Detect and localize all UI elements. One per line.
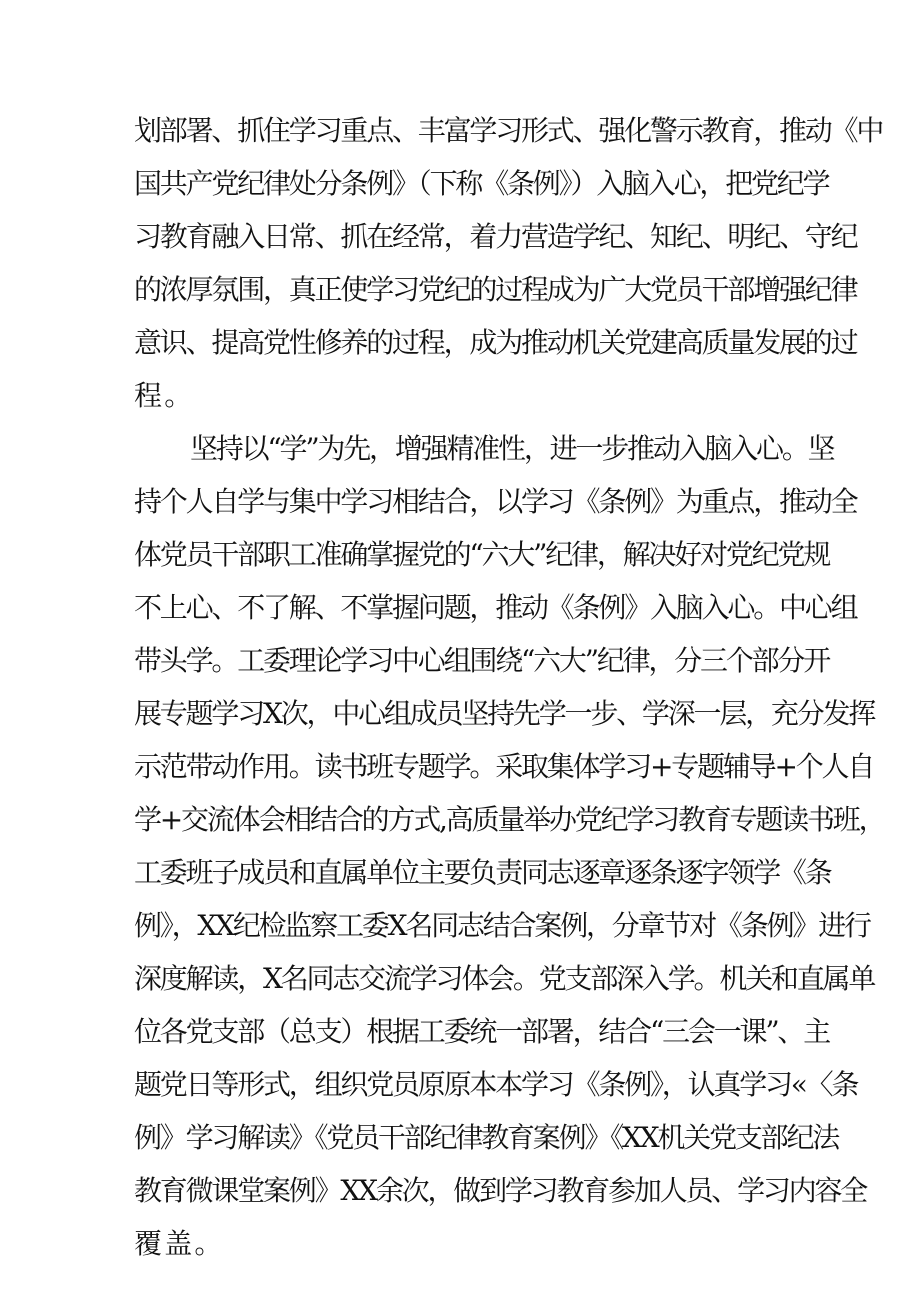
text-line: 示范带动作用。读书班专题学。采取集体学习+专题辅导+个人自 bbox=[134, 750, 874, 783]
text-line: 不上心、不了解、不掌握问题，推动《条例》入脑入心。中心组 bbox=[134, 591, 857, 624]
text-line: 题党日等形式，组织党员原原本本学习《条例》，认真学习«〈条 bbox=[134, 1068, 858, 1101]
text-line: 的浓厚氛围，真正使学习党纪的过程成为广大党员干部增强纪律 bbox=[134, 273, 857, 306]
paragraph-first-line: 坚持以“学”为先，增强精准性，进一步推动入脑入心。坚 bbox=[190, 432, 834, 465]
text-line: 程。 bbox=[134, 379, 195, 412]
text-line: 例》学习解读》《党员干部纪律教育案例》《XX机关党支部纪法 bbox=[134, 1121, 839, 1154]
text-line: 国共产党纪律处分条例》（下称《条例》）入脑入心，把党纪学 bbox=[134, 167, 829, 200]
text-line: 划部署、抓住学习重点、丰富学习形式、强化警示教育，推动《中 bbox=[134, 114, 883, 147]
text-line: 习教育融入日常、抓在经常，着力营造学纪、知纪、明纪、守纪 bbox=[134, 220, 857, 253]
text-line: 工委班子成员和直属单位主要负责同志逐章逐条逐字领学《条 bbox=[134, 856, 831, 889]
text-line: 覆盖。 bbox=[134, 1227, 225, 1260]
text-line: 教育微课堂案例》XX余次，做到学习教育参加人员、学习内容全 bbox=[134, 1174, 867, 1207]
text-line: 意识、提高党性修养的过程，成为推动机关党建高质量发展的过 bbox=[134, 326, 857, 359]
text-line: 深度解读，X名同志交流学习体会。党支部深入学。机关和直属单 bbox=[134, 962, 875, 995]
text-line: 持个人自学与集中学习相结合，以学习《条例》为重点，推动全 bbox=[134, 485, 857, 518]
text-line: 体党员干部职工准确掌握党的“六大”纪律，解决好对党纪党规 bbox=[134, 538, 830, 571]
text-line: 例》，XX纪检监察工委X名同志结合案例，分章节对《条例》进行 bbox=[134, 909, 870, 942]
text-line: 学+交流体会相结合的方式,高质量举办党纪学习教育专题读书班， bbox=[134, 803, 885, 836]
text-line: 带头学。工委理论学习中心组围绕“六大”纪律，分三个部分开 bbox=[134, 644, 830, 677]
text-line: 位各党支部（总支）根据工委统一部署，结合“三会一课”、主 bbox=[134, 1015, 830, 1048]
text-line: 展专题学习X次，中心组成员坚持先学一步、学深一层，充分发挥 bbox=[134, 697, 875, 730]
